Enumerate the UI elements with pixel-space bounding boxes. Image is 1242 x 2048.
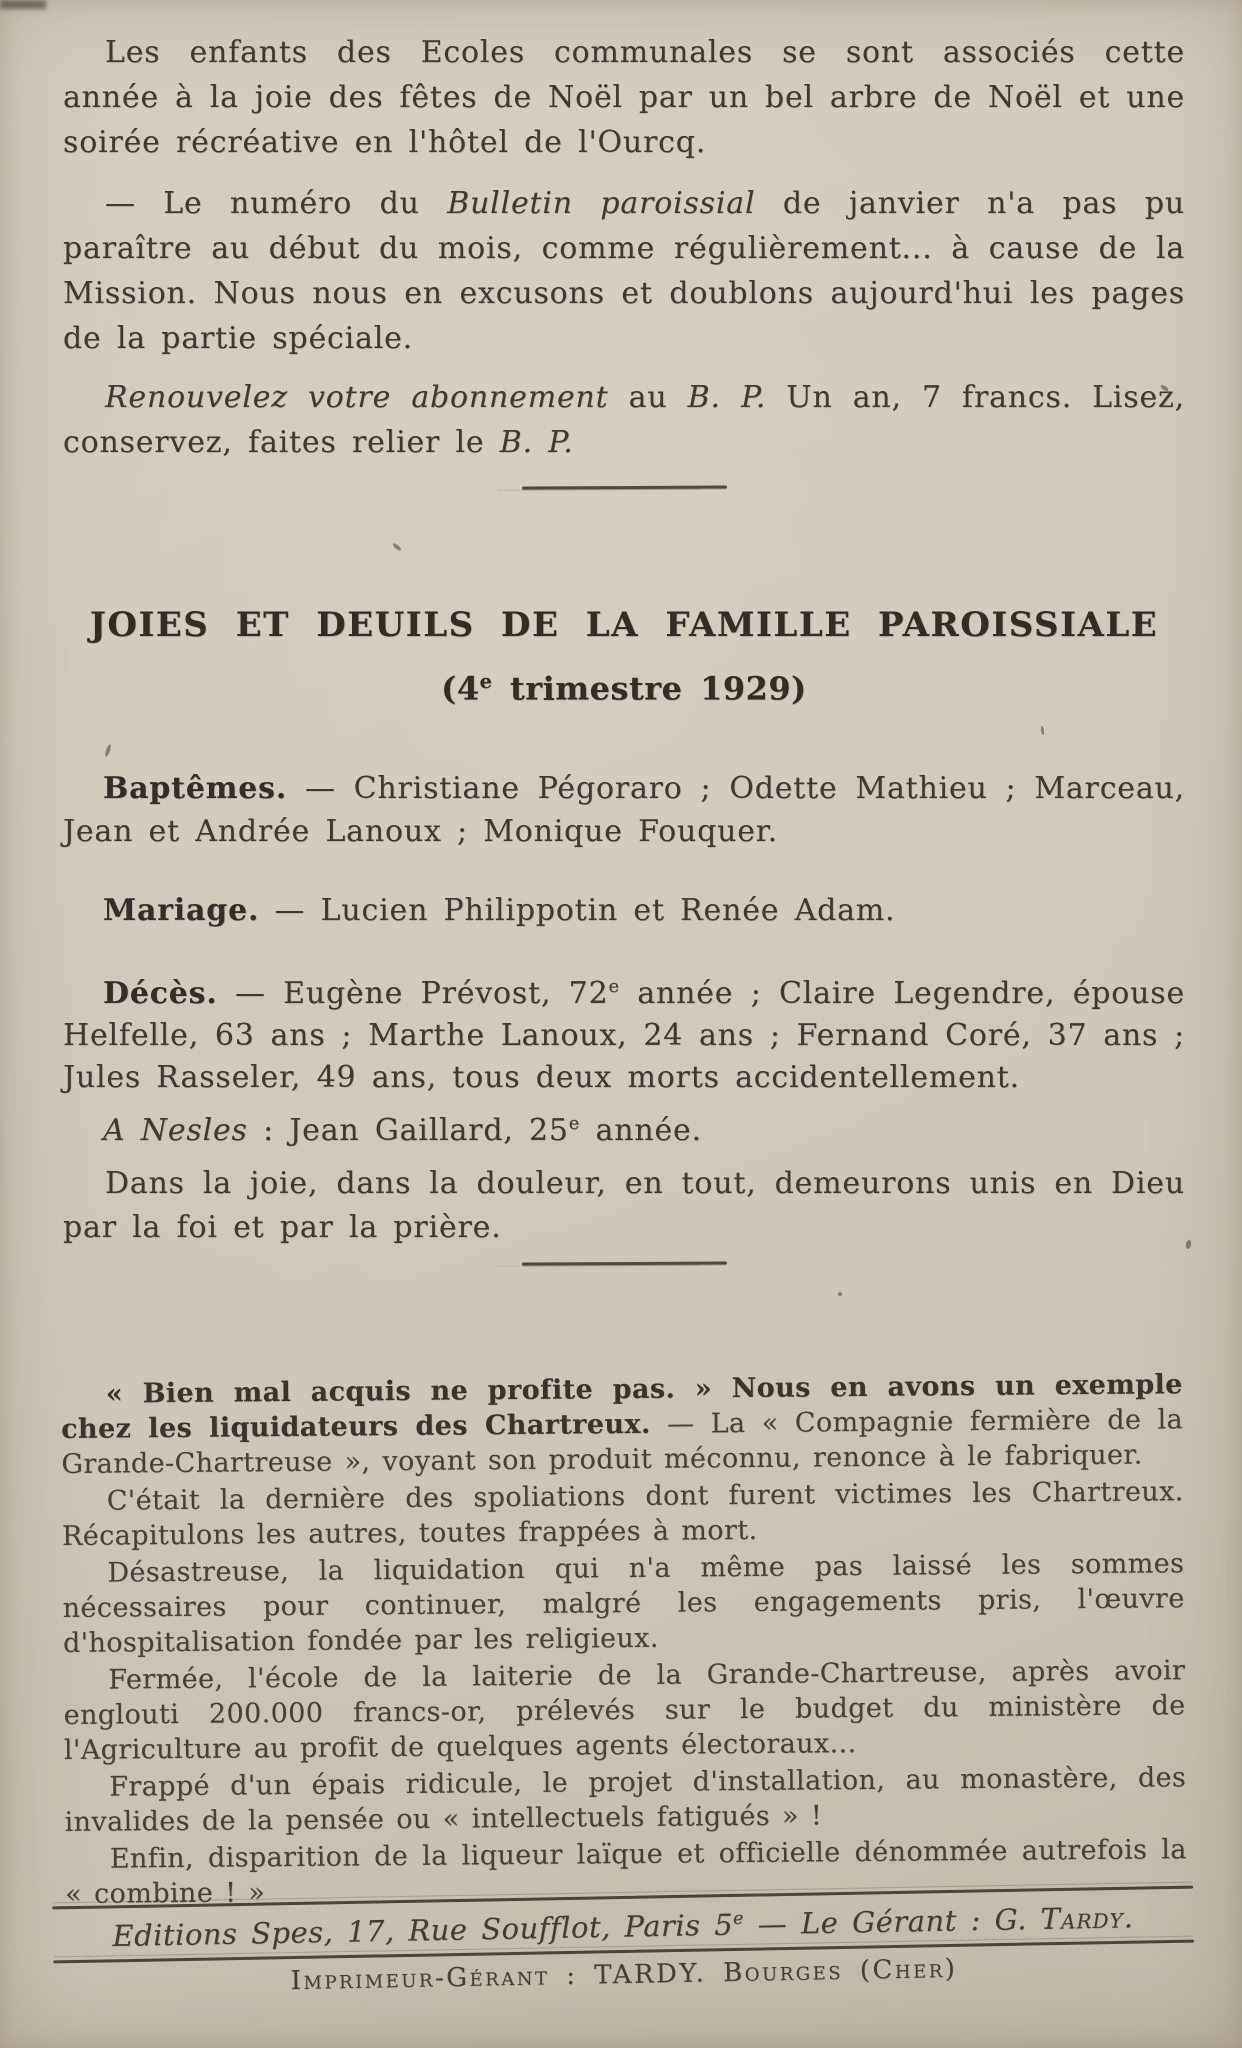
chartreux-paragraph-1 xyxy=(61,1367,1184,1482)
text-segment: Editions Spes, 17, Rue Soufflot, Paris 5 xyxy=(112,1907,734,1954)
nesles-name: année. xyxy=(580,1112,702,1148)
section-subtitle xyxy=(63,660,1185,711)
imprint-footer xyxy=(52,1886,1195,2003)
bp-italic: B. P. xyxy=(687,380,767,415)
chartreux-paragraph-2: C'était la dernière des spoliations dont furent victimes les Chartreux. Récapitulons les autres, toutes frappées à mort. xyxy=(61,1475,1184,1552)
text-segment: de janvier n'a pas pu paraître au début du mois, comme régulièrement... à cause de la Mission. Nous nous en excusons et doublons aujourd'hui les pages de la partie spéciale. xyxy=(63,186,1185,356)
text-segment: — Le Gérant : G. xyxy=(743,1902,1041,1942)
ordinal-superscript: e xyxy=(608,975,620,997)
bulletin-paroissial-italic: Bulletin paroissial xyxy=(447,186,756,221)
chartreux-paragraph-6: Enfin, disparition de la liqueur laïque et officielle dénommée autrefois la « combine ! » xyxy=(65,1833,1187,1910)
text-segment: (4 xyxy=(441,669,480,708)
section-title: JOIES ET DEUILS DE LA FAMILLE PAROISSIALE xyxy=(89,605,1159,645)
text-segment: Un an, 7 francs. Lisez, conservez, faites relier le xyxy=(63,380,1185,460)
ordinal-superscript: e xyxy=(732,1908,745,1929)
printer-line: Imprimeur-Gérant : TARDY. Bourges (Cher) xyxy=(290,1953,958,1996)
text-segment: au xyxy=(608,380,688,415)
deces-label: Décès. xyxy=(103,975,218,1011)
text-segment: — La « Compagnie fermière de la Grande-Chartreuse », voyant son produit méconnu, renonce à le fabriquer. xyxy=(61,1403,1184,1480)
text-segment: — Le numéro du xyxy=(105,186,448,221)
mariage-label: Mariage. xyxy=(103,892,260,928)
baptemes-names: — Christiane Pégoraro ; Odette Mathieu ; Marceau, Jean et Andrée Lanoux ; Monique Fouquer. xyxy=(63,770,1185,849)
ordinal-superscript: e xyxy=(479,670,493,693)
nesles-record xyxy=(63,1103,1185,1152)
text-segment: trimestre 1929) xyxy=(492,669,807,708)
mariage-names: — Lucien Philippotin et Renée Adam. xyxy=(259,892,896,928)
deces-names: — Eugène Prévost, 72 xyxy=(217,975,609,1011)
intro-paragraph-ecoles: Les enfants des Ecoles communales se sont associés cette année à la joie des fêtes de Noël par un bel arbre de Noël et une soirée récréative en l'hôtel de l'Ourcq. xyxy=(63,35,1185,160)
mariage-record xyxy=(63,889,1185,932)
baptemes-record xyxy=(63,767,1185,853)
baptemes-label: Baptêmes. xyxy=(103,770,288,806)
intro-paragraph-bulletin xyxy=(63,181,1185,361)
chartreux-paragraph-5: Frappé d'un épais ridicule, le projet d'installation, au monastère, des invalides de la pensée ou « intellectuels fatigués » ! xyxy=(64,1761,1187,1838)
renouvelez-italic: Renouvelez votre abonnement xyxy=(105,380,609,415)
section-divider xyxy=(521,485,726,489)
bp-italic: B. P. xyxy=(499,425,574,460)
chartreux-paragraph-4: Fermée, l'école de la laiterie de la Grande-Chartreuse, après avoir englouti 200.000 francs-or, prélevés sur le budget du ministère de l'Agriculture au profit de quelques agents électoraux... xyxy=(63,1654,1186,1766)
nesles-name: : Jean Gaillard, 25 xyxy=(247,1112,569,1148)
deces-names: année ; Claire Legendre, épouse Helfelle, 63 ans ; Marthe Lanoux, 24 ans ; Fernand Coré, 37 ans ; Jules Rasseler, 49 ans, tous deux morts accidentellement. xyxy=(63,975,1185,1095)
ordinal-superscript: e xyxy=(568,1112,581,1134)
nesles-place-italic: A Nesles xyxy=(103,1112,248,1148)
chartreux-paragraph-3: Désastreuse, la liquidation qui n'a même pas laissé les sommes nécessaires pour continuer, malgré les engagements pris, l'œuvre d'hospitalisation fondée par les religieux. xyxy=(62,1547,1185,1659)
gerant-name: Tardy. xyxy=(1040,1900,1135,1937)
closing-exhortation: Dans la joie, dans la douleur, en tout, demeurons unis en Dieu par la foi et par la prière. xyxy=(63,1165,1185,1245)
deces-record xyxy=(63,966,1185,1099)
section-divider xyxy=(521,1261,726,1265)
chartreux-article xyxy=(61,1367,1188,1912)
proverb-bold: « Bien mal acquis ne profite pas. » Nous en avons un exemple chez les liquidateurs des Chartreux. xyxy=(60,1368,1183,1445)
intro-paragraph-abonnement xyxy=(63,375,1185,465)
